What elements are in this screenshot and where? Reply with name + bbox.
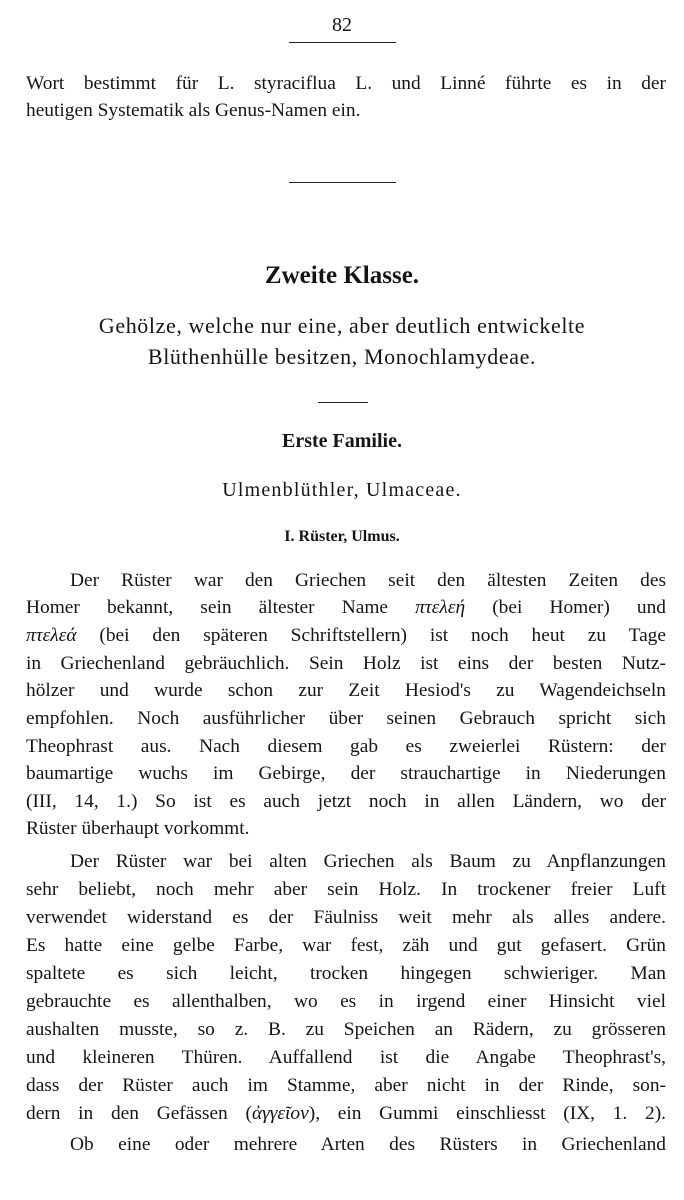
paragraph-1-line-3-end: (bei den späteren Schriftstellern) ist noch heut zu Tage — [99, 625, 666, 646]
paragraph-1-line-2 — [26, 594, 666, 621]
paragraph-1-line-1: Der Rüster war den Griechen seit den ältesten Zeiten des — [70, 570, 666, 591]
paragraph-1-line-2-start: Homer bekannt, sein ältester Name — [26, 597, 389, 618]
class-description-line-1: Gehölze, welche nur eine, aber deutlich entwickelte — [98, 313, 586, 338]
paragraph-2-line-5: spaltete es sich leicht, trocken hingegen schwieriger. Man — [26, 963, 666, 984]
paragraph-1-line-4: in Griechenland gebräuchlich. Sein Holz ist eins der besten Nutz- — [26, 653, 666, 674]
family-name: Ulmenblüthler, Ulmaceae. — [222, 479, 462, 501]
paragraph-1-line-8: baumartige wuchs im Gebirge, der strauchartige in Niederungen — [26, 763, 666, 784]
paragraph-1-line-5: hölzer und wurde schon zur Zeit Hesiod's zu Wagendeichseln — [26, 680, 666, 701]
class-description-line-2: Blüthenhülle besitzen, Monochlamydeae. — [147, 344, 537, 369]
class-divider — [318, 402, 368, 403]
paragraph-2-line-3: verwendet widerstand es der Fäulniss weit mehr als alles andere. — [26, 907, 666, 928]
greek-word-angeion: ἀγγεῖον — [251, 1103, 309, 1124]
family-heading: Erste Familie. — [282, 430, 402, 452]
section-divider — [289, 182, 396, 183]
paragraph-1-line-2-end: (bei Homer) und — [492, 597, 666, 618]
class-heading: Zweite Klasse. — [264, 262, 420, 289]
intro-line-1: Wort bestimmt für L. styraciflua L. und Linné führte es in der — [26, 73, 666, 94]
paragraph-1-line-6: empfohlen. Noch ausführlicher über seinen Gebrauch spricht sich — [26, 708, 666, 729]
page-number-rule — [289, 42, 396, 43]
paragraph-2-line-10 — [26, 1100, 666, 1127]
paragraph-2-line-7: aushalten musste, so z. B. zu Speichen an Rädern, zu grösseren — [26, 1019, 666, 1040]
greek-word-ptelea: πτελεά — [26, 625, 77, 646]
paragraph-2-line-2: sehr beliebt, noch mehr aber sein Holz. In trockener freier Luft — [26, 879, 666, 900]
paragraph-2-line-10-end: ), ein Gummi einschliesst (IX, 1. 2). — [308, 1103, 666, 1124]
paragraph-1-line-10: Rüster überhaupt vorkommt. — [26, 818, 250, 839]
paragraph-1-line-7: Theophrast aus. Nach diesem gab es zweierlei Rüstern: der — [26, 736, 666, 757]
paragraph-2-line-6: gebrauchte es allenthalben, wo es in irgend einer Hinsicht viel — [26, 991, 666, 1012]
paragraph-2-line-9: dass der Rüster auch im Stamme, aber nicht in der Rinde, son- — [26, 1075, 666, 1096]
intro-line-2: heutigen Systematik als Genus-Namen ein. — [26, 100, 361, 121]
paragraph-2-line-8: und kleineren Thüren. Auffallend ist die Angabe Theophrast's, — [26, 1047, 666, 1068]
greek-word-ptelee: πτελεή — [415, 597, 466, 618]
genus-heading: I. Rüster, Ulmus. — [284, 528, 400, 545]
paragraph-1-line-9: (III, 14, 1.) So ist es auch jetzt noch in allen Ländern, wo der — [26, 791, 666, 812]
paragraph-2-line-4: Es hatte eine gelbe Farbe, war fest, zäh und gut gefasert. Grün — [26, 935, 666, 956]
paragraph-2-line-1: Der Rüster war bei alten Griechen als Baum zu Anpflanzungen — [70, 851, 666, 872]
paragraph-2-line-10-start: dern in den Gefässen ( — [26, 1103, 252, 1124]
paragraph-3-line-1: Ob eine oder mehrere Arten des Rüsters in Griechenland — [70, 1134, 666, 1155]
page-number: 82 — [332, 14, 352, 36]
paragraph-1-line-3 — [26, 622, 666, 649]
